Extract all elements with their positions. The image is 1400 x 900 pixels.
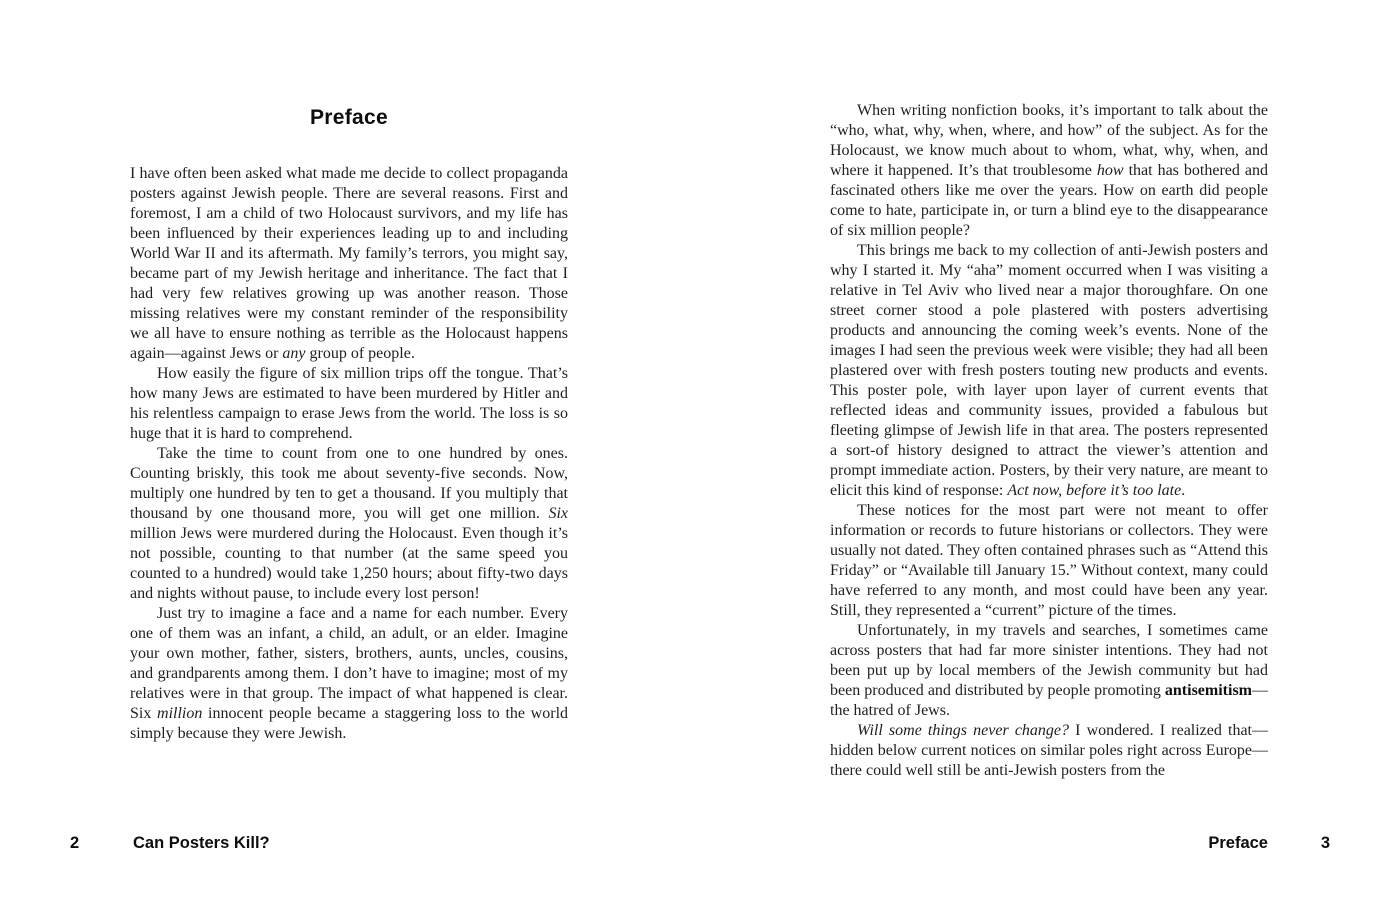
page-number-right: 3 (1320, 834, 1330, 852)
body-paragraph (830, 721, 1268, 781)
right-page-body (830, 101, 1268, 781)
body-paragraph (830, 241, 1268, 501)
body-paragraph (130, 364, 568, 444)
body-paragraph (830, 621, 1268, 721)
running-title-left: Can Posters Kill? (133, 834, 270, 852)
text-segment: This brings me back to my collection of anti-Jewish posters and why I started it. My “aha” moment occurred when I was visiting a relative in Tel Aviv who lived near a major thoroughfare. On one street corner stood a pole plastered with posters advertising products and announcing the coming week’s events. None of the images I had seen the previous week were visible; they had all been plastered over with fresh posters touting new products and events. This poster pole, with layer upon layer of current events that reflected ideas and community issues, provided a fabulous but fleeting glimpse of Jewish life in that area. The posters represented a sort-of history designed to attract the viewer’s attention and prompt immediate action. Posters, by their very nature, are meant to elicit this kind of response: (830, 242, 1268, 499)
text-segment: Will some things never change? (857, 722, 1070, 739)
body-paragraph (130, 164, 568, 364)
text-segment: that has bothered and fascinated others like me over the years. How on earth did people come to hate, participate in, or turn a blind eye to the disappearance of six million people? (830, 162, 1269, 239)
text-segment: how (1096, 162, 1124, 179)
text-segment: antisemitism (1164, 682, 1252, 699)
text-segment: How easily the figure of six million trips off the tongue. That’s how many Jews are estimated to have been murdered by Hitler and his relentless campaign to erase Jews from the world. The loss is so huge that it is hard to comprehend. (130, 365, 568, 442)
body-paragraph (130, 604, 568, 744)
page-number-left: 2 (70, 834, 80, 852)
text-segment: Just try to imagine a face and a name for each number. Every one of them was an infant, a child, an adult, or an elder. Imagine your own mother, father, sisters, brothers, aunts, uncles, cousins, and grandparents among them. I don’t have to imagine; most of my relatives were in that group. The impact of what happened is clear. Six (130, 605, 568, 722)
body-paragraph (130, 444, 568, 604)
text-segment: When writing nonfiction books, it’s important to talk about the “who, what, why, when, where, and how” of the subject. As for the Holocaust, we know much about to whom, what, why, when, and where it happened. It’s that troublesome (830, 102, 1268, 179)
text-segment: —the hatred of Jews. (830, 682, 1268, 719)
body-paragraph (830, 101, 1268, 241)
text-segment: These notices for the most part were not meant to offer information or records to future historians or collectors. They were usually not dated. They often contained phrases such as “Attend this Friday” or “Available till January 15.” Without context, many could have referred to any month, and most could have been any year. Still, they represented a “current” picture of the times. (830, 502, 1268, 619)
text-segment: group of people. (305, 345, 415, 362)
text-segment: innocent people became a staggering loss to the world simply because they were Jewish. (130, 705, 569, 742)
text-segment: I wondered. I realized that—hidden below current notices on similar poles right across Europe—there could well still be anti-Jewish posters from the (830, 722, 1268, 779)
running-title-right: Preface (1208, 834, 1268, 852)
text-segment: Unfortunately, in my travels and searches, I sometimes came across posters that had far more sinister intentions. They had not been put up by local members of the Jewish community but had been produced and distributed by people promoting (830, 622, 1268, 699)
text-segment: I have often been asked what made me decide to collect propaganda posters against Jewish people. There are several reasons. First and foremost, I am a child of two Holocaust survivors, and my life has been influenced by their experiences leading up to and including World War II and its aftermath. My family’s terrors, you might say, became part of my Jewish heritage and inheritance. The fact that I had very few relatives growing up was another reason. Those missing relatives were my constant reminder of the responsibility we all have to ensure nothing as terrible as the Holocaust happens again—against Jews or (130, 165, 568, 362)
text-segment: Act now, before it’s too late (1007, 482, 1182, 499)
left-page-body (130, 164, 568, 744)
text-segment: any (282, 345, 306, 362)
running-footer (0, 834, 1400, 858)
body-paragraph (830, 501, 1268, 621)
text-segment: . (1181, 482, 1186, 499)
text-segment: Six (548, 505, 568, 522)
chapter-heading: Preface (310, 106, 388, 129)
text-segment: million (157, 705, 203, 722)
text-segment: million Jews were murdered during the Holocaust. Even though it’s not possible, counting to that number (at the same speed you counted to a hundred) would take 1,250 hours; about fifty-two days and nights without pause, to include every lost person! (130, 525, 568, 602)
text-segment: Take the time to count from one to one hundred by ones. Counting briskly, this took me about seventy-five seconds. Now, multiply one hundred by ten to get a thousand. If you multiply that thousand by one thousand more, you will get one million. (130, 445, 568, 522)
